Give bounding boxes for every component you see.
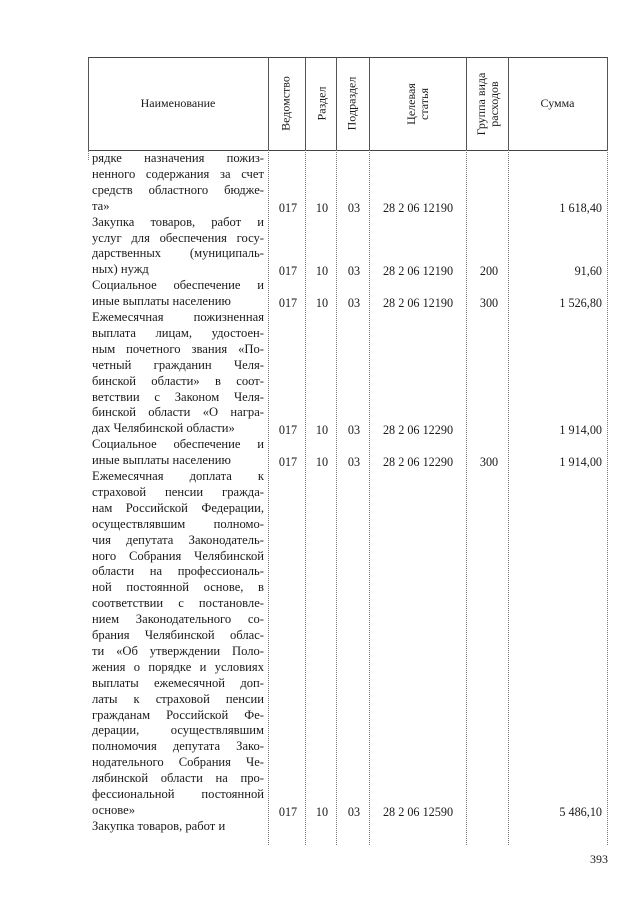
name-line: иные выплаты населению [92,453,231,468]
target-article-cell: 28 2 06 12190 [382,296,454,311]
name-line: брания Челябинской облас- [92,628,264,642]
subsection-cell: 03 [347,455,361,470]
name-line: та» [92,198,110,213]
name-line: ных) нужд [92,262,149,277]
department-cell: 017 [278,804,298,819]
header-subsection: Подраздел [344,76,359,131]
header-divider [607,57,608,150]
header-divider [466,57,467,150]
name-line: ветствии с Законом Челя- [92,389,264,404]
name-line: лябинской области на про- [92,771,264,786]
section-cell: 10 [315,200,329,215]
target-article-cell: 28 2 06 12590 [382,804,454,819]
column-divider [508,150,509,845]
column-divider [336,150,337,845]
name-line: ной постоянной основе, в [92,580,264,595]
subsection-cell: 03 [347,296,361,311]
name-line: гражданам Российской Фе- [92,707,264,722]
name-line: Социальное обеспечение и [92,278,264,293]
column-divider [466,150,467,845]
name-line: услуг для обеспечения госу- [92,230,264,245]
name-line: ти «Об утверждении Поло- [92,643,264,658]
target-article-cell: 28 2 06 12190 [382,264,454,279]
column-divider [369,150,370,845]
name-line: бинской области» в соот- [92,373,264,388]
header-target-article [405,60,431,148]
name-line: Закупка товаров, работ и [92,818,226,833]
section-cell: 10 [315,455,329,470]
department-cell: 017 [278,455,298,470]
name-line: Ежемесячная доплата к [92,469,264,483]
department-cell: 017 [278,296,298,311]
name-line: выплаты ежемесячной доп- [92,675,264,690]
column-divider [305,150,306,845]
header-divider [268,57,269,150]
section-cell: 10 [315,264,329,279]
name-line: области на профессиональ- [92,564,264,579]
name-line: дарственных (муниципаль- [92,246,264,261]
name-line: нодательного Собрания Че- [92,755,264,770]
name-line: нием Законодательного со- [92,612,264,627]
header-name: Наименование [140,96,216,110]
name-line: рядке назначения пожиз- [92,151,264,165]
name-line: дерации, осуществлявшим [92,723,264,738]
target-article-cell: 28 2 06 12190 [382,200,454,215]
name-line: ного Собрания Челябинской [92,548,264,563]
name-line: Ежемесячная пожизненная [92,310,264,324]
name-line: соответствии с постановле- [92,596,264,611]
name-line: основе» [92,802,135,817]
sum-cell: 91,60 [574,264,602,279]
header-expense-group [475,60,501,148]
name-line: выплата лицам, удостоен- [92,325,264,340]
sum-cell: 1 618,40 [559,200,602,215]
column-divider [607,150,608,845]
header-target-article-text: Целевая статья [404,83,431,125]
name-line: осуществлявшим полномо- [92,516,264,531]
name-line: жения о порядке и условиях [92,659,264,674]
name-line: Социальное обеспечение и [92,437,264,452]
expense-group-cell: 300 [479,296,499,311]
department-cell: 017 [278,264,298,279]
name-line: фессиональной постоянной [92,787,264,801]
page-number: 393 [590,852,608,866]
column-divider [88,150,89,160]
name-line: ным почетного звания «По- [92,341,264,356]
header-section: Раздел [314,86,329,121]
section-cell: 10 [315,423,329,438]
subsection-cell: 03 [347,423,361,438]
name-line: Закупка товаров, работ и [92,214,264,229]
header-sum: Сумма [540,96,575,110]
header-department: Ведомство [278,76,293,131]
header-expense-group-text: Группа вида расходов [474,72,501,136]
name-line: полномочия депутата Зако- [92,739,264,754]
name-line: страховой пенсии граждa- [92,484,264,499]
name-line: четный гражданин Челя- [92,357,264,372]
subsection-cell: 03 [347,264,361,279]
subsection-cell: 03 [347,804,361,819]
name-line: чия депутата Законодатель- [92,532,264,547]
sum-cell: 1 526,80 [559,296,602,311]
department-cell: 017 [278,200,298,215]
name-line: нам Российской Федерации, [92,500,264,515]
name-line: ненного содержания за счет [92,166,264,181]
name-line: дах Челябинской области» [92,421,235,436]
name-line: средств областного бюдже- [92,182,264,197]
name-line: бинской области «О награ- [92,405,264,420]
name-line: иные выплаты населению [92,294,231,309]
department-cell: 017 [278,423,298,438]
header-divider [305,57,306,150]
target-article-cell: 28 2 06 12290 [382,455,454,470]
subsection-cell: 03 [347,200,361,215]
section-cell: 10 [315,296,329,311]
sum-cell: 5 486,10 [559,804,602,819]
header-divider [336,57,337,150]
name-line: латы к страховой пенсии [92,691,264,706]
column-divider [268,150,269,845]
header-divider [369,57,370,150]
sum-cell: 1 914,00 [559,455,602,470]
target-article-cell: 28 2 06 12290 [382,423,454,438]
section-cell: 10 [315,804,329,819]
expense-group-cell: 300 [479,455,499,470]
expense-group-cell: 200 [479,264,499,279]
sum-cell: 1 914,00 [559,423,602,438]
